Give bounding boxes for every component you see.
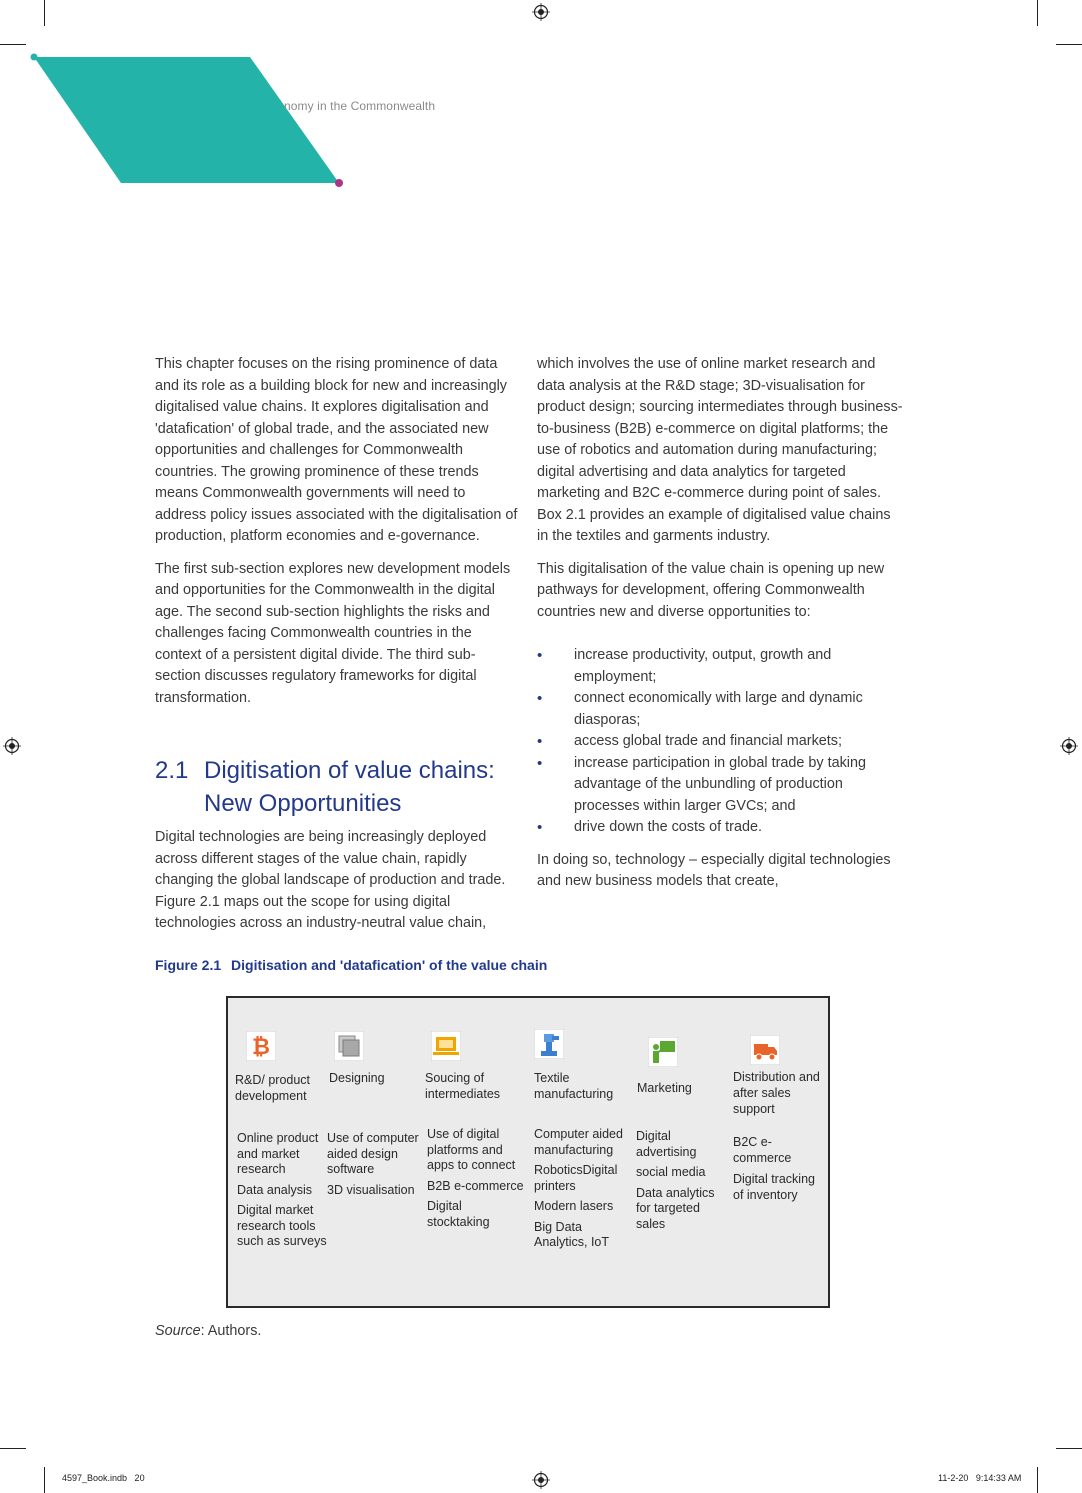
paragraph: In doing so, technology – especially digital technologies and new business models that create, bbox=[537, 851, 891, 889]
figure-caption: Digitisation and 'datafication' of the value chain bbox=[231, 957, 548, 973]
registration-mark-icon bbox=[532, 1471, 550, 1489]
paragraph: which involves the use of online market research and data analysis at the R&D stage; 3D-visualisation for product design; sourcing intermediates through business-to-business (B2B) e-commerce on digital platforms; the use of robotics and automation during manufacturing; digital advertising and data analytics for targeted marketing and B2C e-commerce during point of sales. Box 2.1 provides an example of digitalised value chains in the textiles and garments industry. bbox=[537, 356, 903, 544]
list-item: • increase productivity, output, growth and employment; bbox=[537, 645, 905, 688]
header-teal-shape bbox=[28, 52, 348, 192]
stage-manufacturing-items bbox=[534, 1127, 634, 1256]
registration-mark-icon bbox=[1060, 737, 1078, 755]
stage-manufacturing bbox=[534, 1029, 634, 1102]
crop-mark bbox=[1037, 1467, 1038, 1493]
source-text: : Authors. bbox=[200, 1323, 262, 1339]
list-item: Use of computer aided design software bbox=[327, 1131, 419, 1176]
registration-mark-icon bbox=[3, 737, 21, 755]
source-label: Source bbox=[155, 1323, 201, 1339]
figure-label: Figure 2.1 bbox=[155, 957, 222, 973]
stage-sourcing-items bbox=[427, 1127, 527, 1235]
list-item: Data analysis bbox=[237, 1182, 313, 1197]
crop-mark bbox=[1056, 44, 1082, 45]
crop-mark bbox=[0, 44, 26, 45]
bitcoin-icon bbox=[246, 1031, 276, 1061]
figure-title bbox=[155, 957, 547, 973]
list-item: • connect economically with large and dynamic diasporas; bbox=[537, 688, 905, 731]
list-item: Data analytics for targeted sales bbox=[636, 1185, 715, 1231]
opportunity-list bbox=[537, 645, 905, 839]
stage-name: Designing bbox=[329, 1071, 385, 1085]
stage-designing-items bbox=[327, 1131, 423, 1203]
stage-distribution bbox=[733, 1035, 828, 1117]
crop-mark bbox=[1056, 1448, 1082, 1449]
stage-distribution-items bbox=[733, 1135, 828, 1208]
list-item: • increase participation in global trade by taking advantage of the unbundling of production processes within larger GVCs; and bbox=[537, 753, 905, 818]
stage-name: Textile manufacturing bbox=[534, 1071, 614, 1101]
list-item: • access global trade and financial markets; bbox=[537, 731, 905, 753]
stage-name: Distribution and after sales support bbox=[733, 1070, 820, 1116]
stage-rd-items bbox=[237, 1131, 329, 1255]
list-item: B2C e-commerce bbox=[733, 1135, 792, 1165]
section-title-line2: New Opportunities bbox=[204, 790, 402, 817]
stage-marketing bbox=[637, 1037, 727, 1096]
presenter-icon bbox=[648, 1037, 678, 1067]
crop-mark bbox=[44, 1467, 45, 1493]
paragraph: The first sub-section explores new development models and opportunities for the Commonwealth in the digital age. The second sub-section highlights the risks and challenges facing Commonwealth countries in the context of a persistent digital divide. The third sub-section discusses regulatory frameworks for digital transformation. bbox=[155, 560, 511, 706]
paragraph: This chapter focuses on the rising prominence of data and its role as a building block for new and increasingly digitalised value chains. It explores digitalisation and 'datafication' of global trade, and the associated new opportunities and challenges for Commonwealth countries. The growing prominence of these trends means Commonwealth governments will need to address policy issues associated with the digitalisation of production, platform economies and e-governance. bbox=[155, 356, 518, 544]
value-chain-figure bbox=[226, 996, 830, 1308]
stage-marketing-items bbox=[636, 1129, 726, 1237]
list-item: Use of digital platforms and apps to connect bbox=[427, 1127, 516, 1172]
stage-designing bbox=[329, 1031, 424, 1086]
stage-name: Soucing of intermediates bbox=[425, 1071, 501, 1101]
section-number: 2.1 bbox=[155, 757, 189, 784]
stage-name: R&D/ product development bbox=[235, 1073, 311, 1103]
svg-text:₿: ₿ bbox=[252, 1035, 270, 1060]
stage-sourcing bbox=[425, 1031, 525, 1102]
right-column bbox=[537, 354, 905, 904]
design-layers-icon bbox=[334, 1031, 364, 1061]
list-item: social media bbox=[636, 1165, 706, 1179]
footer-timestamp: 11-2-20 9:14:33 AM bbox=[938, 1473, 1022, 1483]
list-item: RoboticsDigital printers bbox=[534, 1163, 618, 1193]
registration-mark-icon bbox=[532, 3, 550, 21]
delivery-truck-icon bbox=[750, 1035, 780, 1065]
list-item: Digital advertising bbox=[636, 1129, 697, 1159]
running-header: nomy in the Commonwealth bbox=[284, 99, 436, 113]
list-item: Computer aided manufacturing bbox=[534, 1127, 623, 1157]
left-column-continued bbox=[155, 827, 520, 946]
robot-arm-icon bbox=[534, 1029, 564, 1059]
section-title-line1: Digitisation of value chains: bbox=[204, 757, 495, 784]
laptop-icon bbox=[431, 1031, 461, 1061]
list-item: B2B e-commerce bbox=[427, 1178, 524, 1193]
list-item: Digital tracking of inventory bbox=[733, 1172, 815, 1202]
paragraph: This digitalisation of the value chain is opening up new pathways for development, offering Commonwealth countries new and diverse opportunities to: bbox=[537, 560, 885, 620]
footer-file-info: 4597_Book.indb 20 bbox=[62, 1473, 145, 1483]
list-item: Digital market research tools such as surveys bbox=[237, 1203, 327, 1248]
list-item: Digital stocktaking bbox=[427, 1199, 490, 1229]
list-item: 3D visualisation bbox=[327, 1182, 415, 1197]
list-item: Online product and market research bbox=[237, 1131, 319, 1176]
left-column bbox=[155, 354, 520, 720]
figure-source bbox=[155, 1323, 261, 1339]
list-item: Big Data Analytics, IoT bbox=[534, 1219, 610, 1249]
crop-mark bbox=[0, 1448, 26, 1449]
paragraph: Digital technologies are being increasingly deployed across different stages of the value chain, rapidly changing the global landscape of production and trade. Figure 2.1 maps out the scope for using digital technologies across an industry-neutral value chain, bbox=[155, 829, 506, 931]
list-item: • drive down the costs of trade. bbox=[537, 817, 905, 839]
stage-name: Marketing bbox=[637, 1081, 692, 1095]
stage-rd bbox=[235, 1031, 330, 1104]
list-item: Modern lasers bbox=[534, 1199, 614, 1213]
crop-mark bbox=[44, 0, 45, 26]
crop-mark bbox=[1037, 0, 1038, 26]
